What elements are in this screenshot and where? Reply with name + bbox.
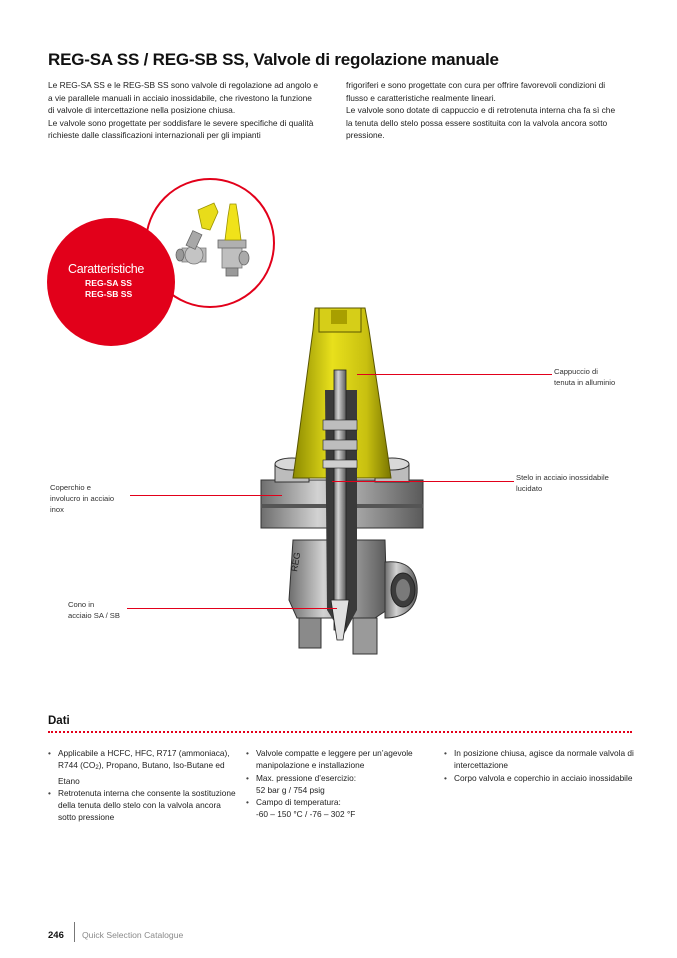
valve-cutaway-interior <box>323 370 357 640</box>
data-list-col3 <box>444 747 634 784</box>
list-item-text: Applicabile a HCFC, HFC, R717 (ammoniaca), R744 (CO <box>58 748 230 771</box>
straight-valve-thumbnail <box>218 204 249 276</box>
list-item-text: • Campo di temperatura: <box>256 797 341 808</box>
data-list-item: • In posizione chiusa, agisce da normale valvola di intercettazione <box>444 747 634 772</box>
callout-bonnet <box>50 482 114 515</box>
callout-text: Cono in <box>68 600 95 609</box>
callout-text: Stelo in acciaio inossidabile <box>516 473 609 482</box>
page-title: REG-SA SS / REG-SB SS, Valvole di regolazione manuale <box>48 50 499 69</box>
callout-text: Cappuccio di <box>554 367 598 376</box>
data-list-item: • Valvole compatte e leggere per un’agevole manipolazione e installazione <box>246 747 436 772</box>
data-list-col2 <box>246 747 436 821</box>
intro-paragraph: Le REG-SA SS e le REG-SB SS sono valvole di regolazione ad angolo e a vie parallele manuali in acciaio inossidabile, che rivestono la funzione di valvole di intercettazione nella posizione chiusa. <box>48 80 319 116</box>
callout-text: Coperchio e <box>50 483 91 492</box>
intro-left-column <box>48 79 320 142</box>
callout-text: tenuta in alluminio <box>554 378 616 387</box>
angle-valve-thumbnail <box>176 203 218 264</box>
list-item-subscript: 2 <box>95 765 99 772</box>
features-badge-title: Caratteristiche <box>68 262 145 276</box>
callout-line-cone <box>127 608 337 609</box>
page-number: 246 <box>48 930 64 941</box>
callout-line-bonnet <box>130 495 282 496</box>
data-list-item <box>246 796 436 821</box>
callout-text: inox <box>50 505 64 514</box>
footer-separator <box>74 922 75 942</box>
intro-paragraph: Le valvole sono dotate di cappuccio e di retrotenuta interna cha fa sì che la tenuta dello stelo possa essere sostituita con la valvola ancora sotto pressione. <box>346 105 616 141</box>
data-list-item <box>246 772 436 797</box>
features-badge-model: REG-SA SS <box>85 278 132 288</box>
valve-cutaway-illustration <box>235 300 450 660</box>
valve-body-engraving: REG <box>289 551 303 573</box>
callout-text: lucidato <box>516 484 543 493</box>
data-list-col1 <box>48 747 238 824</box>
data-list-item: • Retrotenuta interna che consente la sostituzione della tenuta dello stelo con la valvola ancora sotto pressione <box>48 787 238 824</box>
catalogue-name: Quick Selection Catalogue <box>82 930 184 940</box>
callout-cap <box>554 366 615 388</box>
data-list-item: • Corpo valvola e coperchio in acciaio inossidabile <box>444 772 634 784</box>
features-badge-model: REG-SB SS <box>85 289 133 299</box>
callout-text: acciaio SA / SB <box>68 611 120 620</box>
callout-text: involucro in acciaio <box>50 494 115 503</box>
list-item-text: ), Propano, Butano, Iso-Butane ed Etano <box>58 760 225 786</box>
product-thumbnail-image <box>162 198 262 278</box>
features-badge <box>47 218 175 346</box>
intro-right-column <box>346 79 618 142</box>
callout-stem <box>516 472 609 494</box>
section-title-dati: Dati <box>48 715 70 727</box>
callout-cone <box>68 599 120 621</box>
list-item-value: -60 – 150 °C / -76 – 302 °F <box>256 809 356 820</box>
dotted-divider <box>48 731 632 733</box>
data-list-item <box>48 747 238 787</box>
list-item-value: 52 bar g / 754 psig <box>256 784 325 795</box>
list-item-text: • Max. pressione d’esercizio: <box>256 772 357 783</box>
intro-paragraph: frigoriferi e sono progettate con cura per offrire favorevoli condizioni di flusso e caratteristiche realmente lineari. <box>346 80 606 103</box>
intro-paragraph: Le valvole sono progettate per soddisfare le severe specifiche di qualità richieste dalle classificazioni internazionali per gli impianti <box>48 117 314 141</box>
callout-line-stem <box>332 481 514 482</box>
callout-line-cap <box>357 374 552 375</box>
